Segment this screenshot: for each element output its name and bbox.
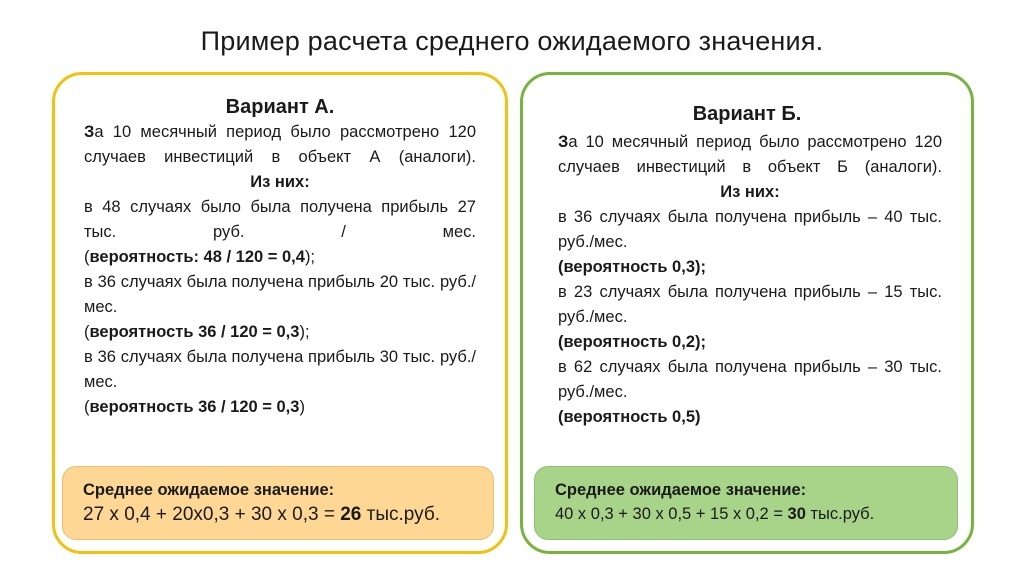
variant-b-case1: в 36 случаях была получена прибыль – 40 тыс. руб./мес.	[558, 208, 942, 251]
page-title: Пример расчета среднего ожидаемого значения.	[200, 26, 824, 56]
variant-b-case3-prob: (вероятность 0,5)	[558, 408, 701, 426]
variant-b-summary-head: Среднее ожидаемое значение:	[555, 481, 807, 499]
variant-b-case3: в 62 случаях была получена прибыль – 30 тыс. руб./мес.	[558, 358, 942, 401]
variant-b-case1-prob: (вероятность 0,3);	[558, 258, 706, 276]
variant-b-summary	[534, 466, 958, 540]
variant-a-summary-head: Среднее ожидаемое значение:	[83, 481, 335, 499]
variant-a-heading: Вариант А.	[225, 96, 335, 118]
variant-a-case1-prob: (вероятность: 48 / 120 = 0,4);	[84, 248, 316, 266]
variant-b-case2-prob: (вероятность 0,2);	[558, 333, 706, 351]
variant-b-of-them: Из них:	[720, 183, 780, 201]
variant-b-body	[558, 130, 942, 430]
variant-a-case1: в 48 случаях было была получена прибыль 27 тыс. руб. / мес.	[84, 198, 476, 241]
variant-b-case2: в 23 случаях была получена прибыль – 15 тыс. руб./мес.	[558, 283, 942, 326]
variant-b-intro: За 10 месячный период было рассмотрено 120 случаев инвестиций в объект Б (аналоги).	[558, 133, 942, 176]
variant-a-summary-formula: 27 х 0,4 + 20х0,3 + 30 х 0,3 = 26 тыс.руб.	[83, 504, 441, 525]
variant-a-intro: За 10 месячный период было рассмотрено 120 случаев инвестиций в объект А (аналоги).	[84, 123, 476, 166]
variant-a-case2-prob: (вероятность 36 / 120 = 0,3);	[84, 323, 310, 341]
variant-b-heading: Вариант Б.	[692, 103, 802, 125]
variant-a-summary	[62, 466, 494, 540]
variant-a-of-them: Из них:	[250, 173, 310, 191]
variant-a-case2: в 36 случаях была получена прибыль 20 тыс. руб./мес.	[84, 273, 476, 316]
variant-a-case3: в 36 случаях была получена прибыль 30 тыс. руб./мес.	[84, 348, 476, 391]
variant-a-case3-prob: (вероятность 36 / 120 = 0,3)	[84, 398, 305, 416]
variant-a-body	[84, 120, 476, 420]
variant-b-summary-formula: 40 х 0,3 + 30 х 0,5 + 15 х 0,2 = 30 тыс.руб.	[555, 505, 875, 523]
